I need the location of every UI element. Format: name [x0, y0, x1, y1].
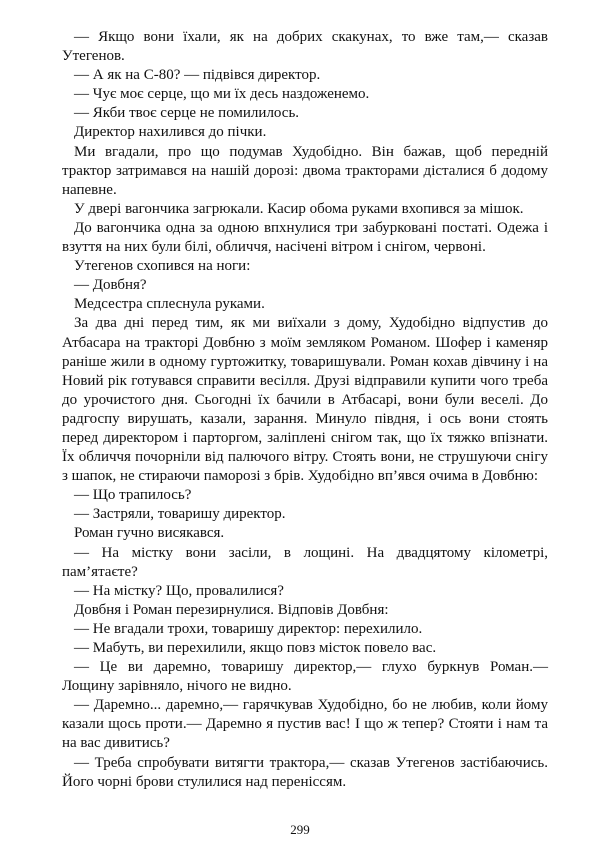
paragraph: — Якби твоє серце не помилилось. — [74, 105, 300, 122]
paragraph: Ми вгадали, про що подумав Худобідно. Він бажав, щоб передній трактор затримався на нашій дорозі: двома тракторами дісталися б додому напевне. — [62, 143, 548, 198]
page-number: 299 — [290, 822, 310, 837]
paragraph: Роман гучно висякався. — [74, 525, 225, 542]
paragraph: До вагончика одна за одною впхнулися три забурковані постаті. Одежа і взуття на них були білі, обличчя, насічені вітром і снігом, червоні. — [62, 219, 548, 256]
paragraph: Медсестра сплеснула руками. — [74, 296, 265, 313]
paragraph: — Не вгадали трохи, товаришу директор: перехилило. — [74, 620, 423, 637]
paragraph: — А як на С-80? — підвівся директор. — [74, 67, 321, 84]
paragraph: — Це ви даремно, товаришу директор,— глухо буркнув Роман.— Лощину зарівняло, нічого не видно. — [62, 659, 548, 695]
paragraph: — Даремно... даремно,— гарячкував Худобідно, бо не любив, коли йому казали щось проти.— Даремно я пустив вас! І що ж тепер? Стояти і нам та на вас дивитись? — [62, 697, 548, 752]
paragraph: За два дні перед тим, як ми виїхали з дому, Худобідно відпустив до Атбасара на тракторі Довбню з моїм земляком Романом. Шофер і каменяр раніше жили в одному гуртожитку, товаришували. Роман кохав дівчину і на Новий рік готувався справити весілля. Друзі відправили купити чого треба до урочистого дня. Сьогодні їх бачили в Атбасарі, вони були веселі. До радгоспу вирушать, казали, зарання. Минуло півдня, і ось вони стоять перед директором і парторгом, заліплені снігом так, що їх тяжко впізнати. Їх обличчя почорніли від палючого вітру. Стоять вони, не струшуючи снігу з шапок, не стираючи паморозі з брів. Худобідно вп’явся очима в Довбню: — [62, 315, 548, 485]
paragraph: — Треба спробувати витягти трактора,— сказав Утегенов застібаючись. Його чорні брови стулилися над переніссям. — [62, 754, 548, 790]
paragraph: Утегенов схопився на ноги: — [74, 258, 251, 275]
paragraph: Довбня і Роман перезирнулися. Відповів Довбня: — [74, 601, 389, 618]
paragraph: У двері вагончика загрюкали. Касир обома руками вхопився за мішок. — [74, 200, 524, 217]
paragraph: — Застряли, товаришу директор. — [74, 506, 286, 523]
paragraph: — Якщо вони їхали, як на добрих скакунах, то вже там,— сказав Утегенов. — [62, 29, 548, 65]
paragraph: — На містку? Що, провалилися? — [74, 582, 284, 599]
paragraph: — Що трапилось? — [74, 487, 192, 504]
paragraph: Директор нахилився до пічки. — [74, 124, 267, 141]
body-text — [62, 28, 548, 792]
paragraph: — Довбня? — [74, 277, 147, 294]
paragraph: — Мабуть, ви перехилили, якщо повз місток повело вас. — [74, 640, 437, 656]
paragraph: — Чує моє серце, що ми їх десь наздоженемо. — [74, 86, 370, 103]
paragraph: — На містку вони засіли, в лощині. На двадцятому кілометрі, пам’ятаєте? — [62, 544, 548, 580]
